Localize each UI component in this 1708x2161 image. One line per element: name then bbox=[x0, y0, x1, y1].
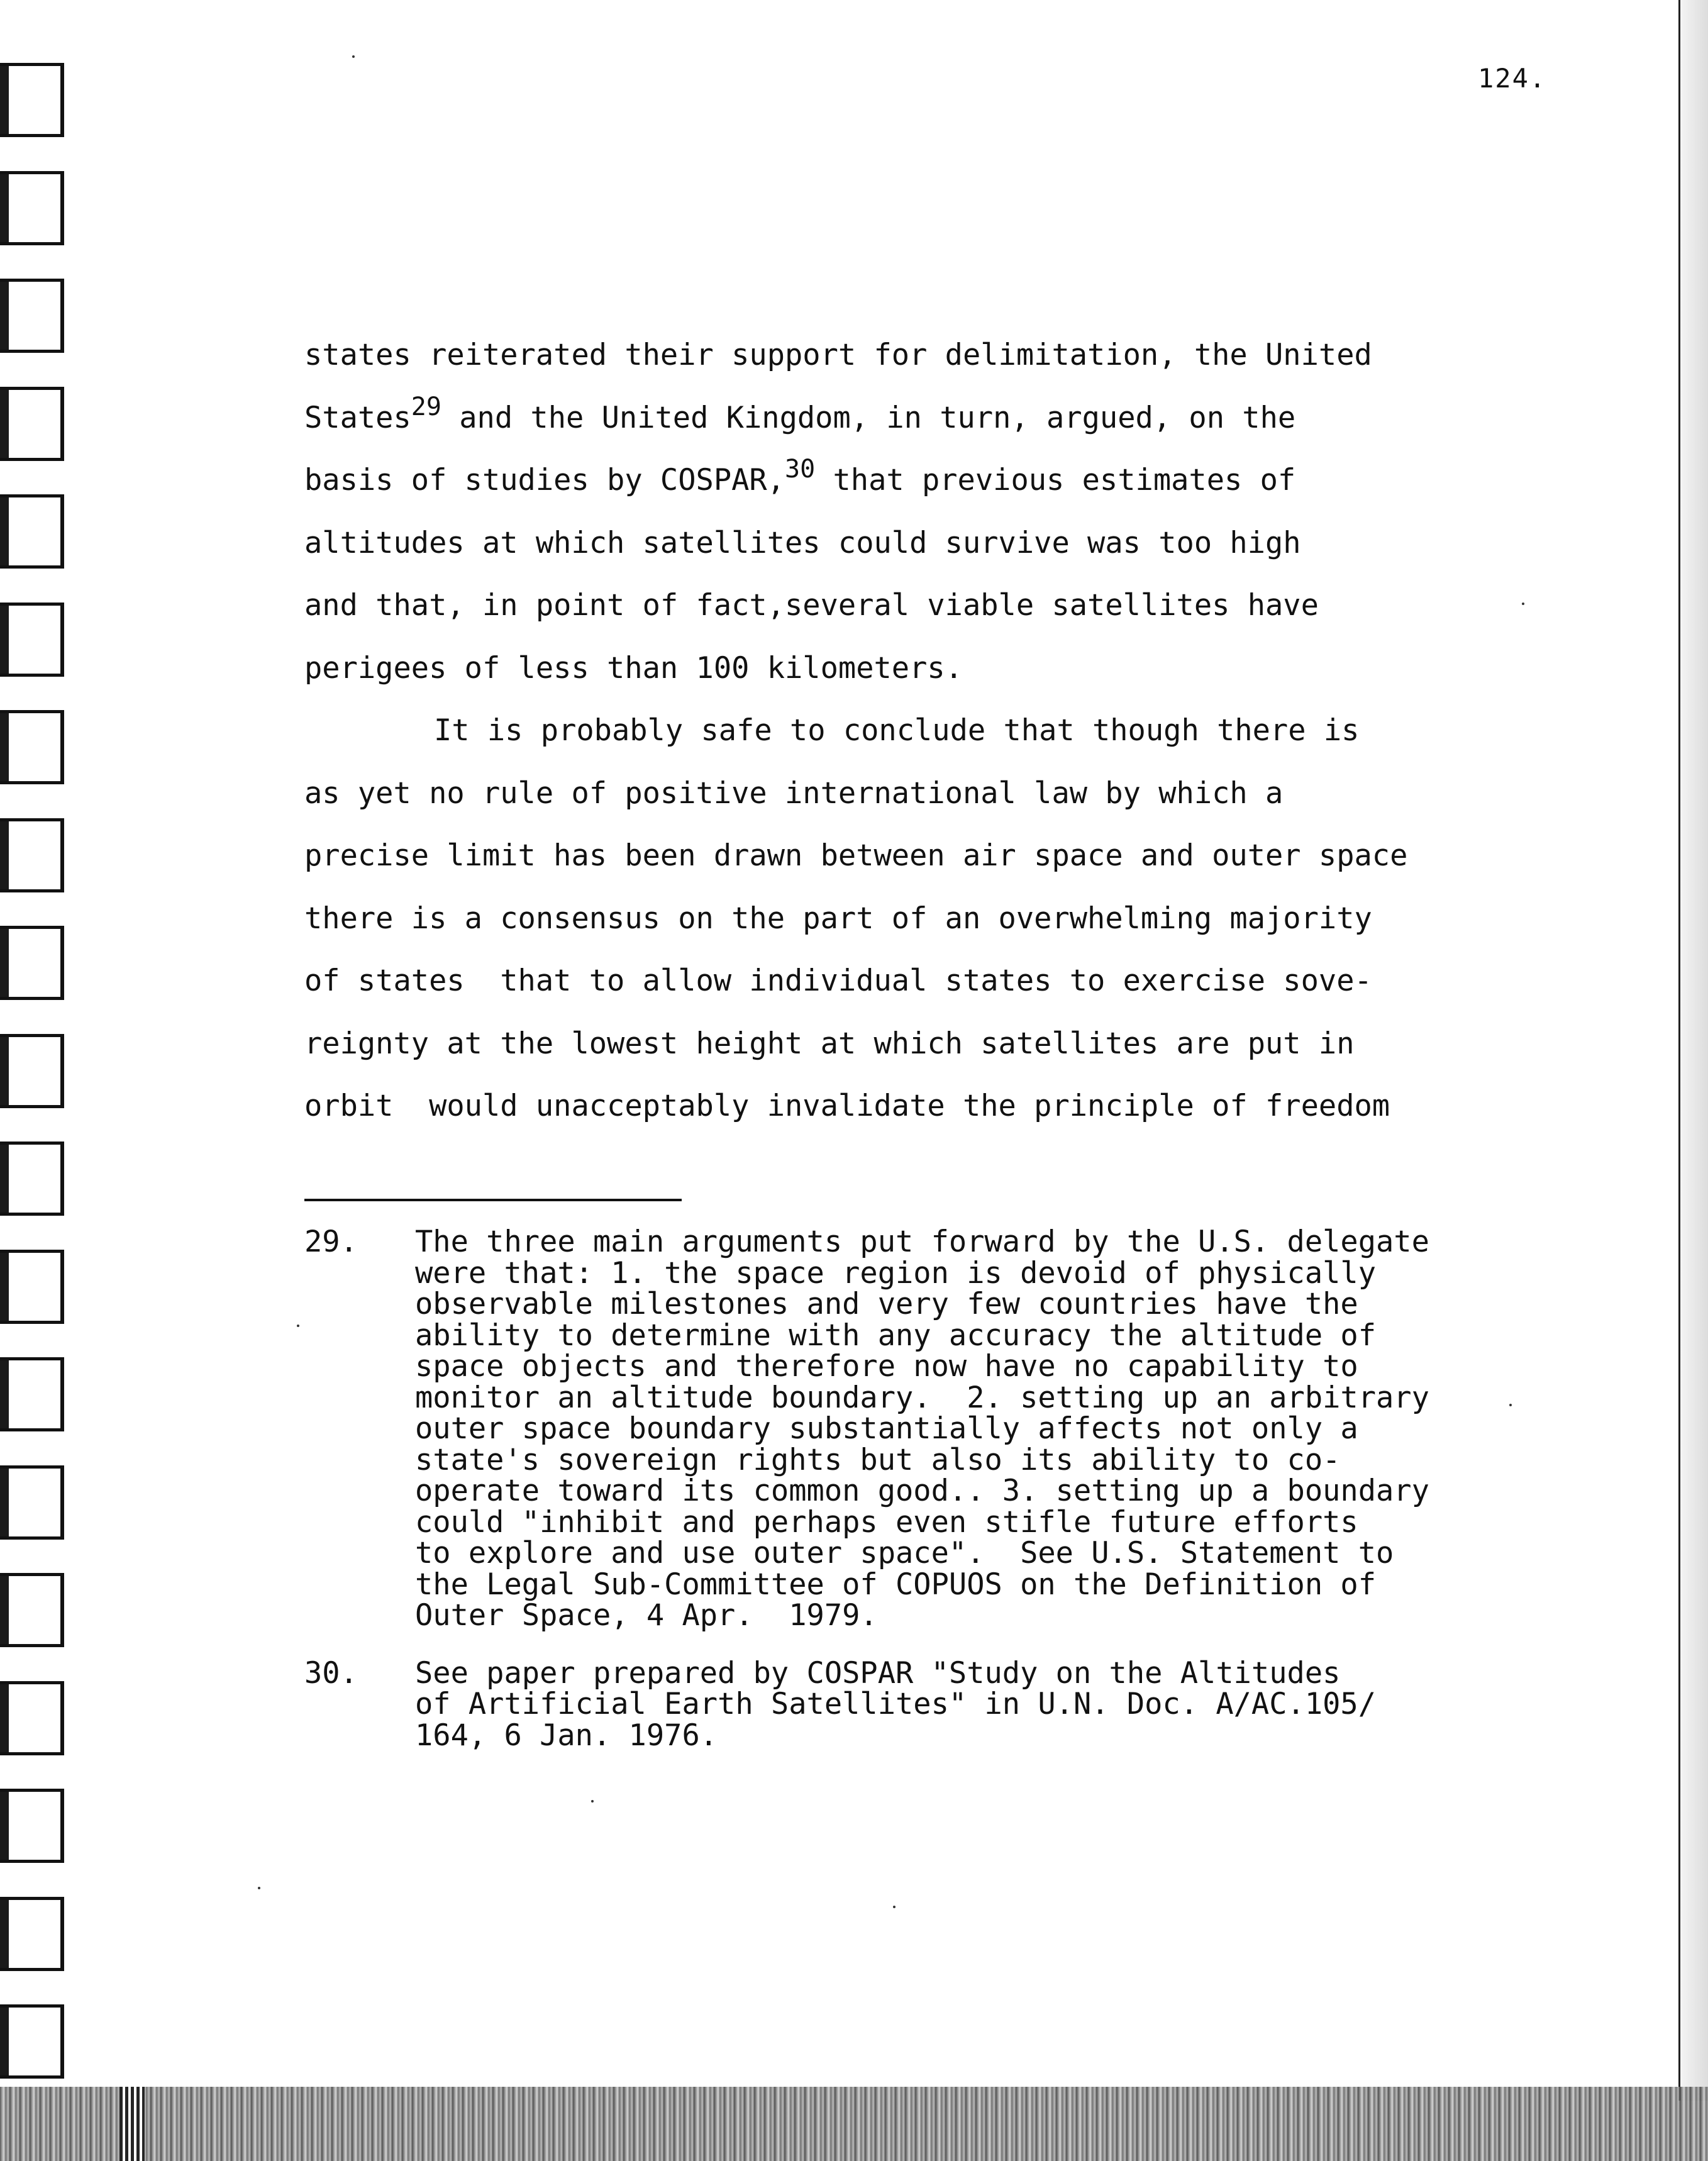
binding-clip-bottom bbox=[0, 2075, 64, 2079]
footnote-number: 30. bbox=[304, 1655, 358, 1691]
binding-clip-edge bbox=[0, 1357, 9, 1431]
binding-clip bbox=[0, 1573, 72, 1647]
footnote-text bbox=[415, 1655, 1531, 1753]
binding-clip-bottom bbox=[0, 242, 64, 245]
binding-clip-top bbox=[0, 1034, 63, 1037]
footnote-30 bbox=[304, 1655, 1531, 1753]
body-line: of states that to allow individual states to exercise sove- bbox=[304, 964, 1372, 998]
body-line: reignty at the lowest height at which satellites are put in bbox=[304, 1026, 1355, 1061]
binding-clip bbox=[0, 1465, 72, 1540]
binding-clip-side bbox=[60, 1573, 64, 1647]
footnote-line: observable milestones and very few countries have the bbox=[415, 1287, 1358, 1321]
binding-clip-side bbox=[60, 1681, 64, 1755]
binding-clip-top bbox=[0, 1897, 63, 1900]
binding-clip-top bbox=[0, 1789, 63, 1792]
binding-clip bbox=[0, 387, 72, 461]
scan-speck bbox=[352, 55, 355, 58]
body-line: perigees of less than 100 kilometers. bbox=[304, 650, 963, 686]
binding-clip-top bbox=[0, 279, 63, 282]
scan-stripe bbox=[119, 2087, 145, 2161]
binding-clip-side bbox=[60, 1357, 64, 1431]
footnote-line: space objects and therefore now have no capability to bbox=[415, 1349, 1358, 1384]
binding-clip-bottom bbox=[0, 1860, 64, 1863]
binding-clip bbox=[0, 1250, 72, 1324]
binding-clip bbox=[0, 603, 72, 677]
binding-clip-side bbox=[60, 387, 64, 461]
binding-clip-edge bbox=[0, 1250, 9, 1324]
footnote-line: of Artificial Earth Satellites" in U.N. Doc. A/AC.105/ bbox=[415, 1687, 1377, 1721]
page-edge-shadow bbox=[1678, 0, 1708, 2101]
scan-speck bbox=[258, 1887, 260, 1889]
binding-clip bbox=[0, 1142, 72, 1216]
body-line: States$^{29}$ and the United Kingdom, in turn, argued, on the bbox=[304, 392, 1296, 435]
binding-comb bbox=[0, 0, 75, 2094]
scan-speck bbox=[893, 1906, 896, 1908]
body-line: It is probably safe to conclude that though there is bbox=[434, 713, 1360, 748]
footnote-line: could "inhibit and perhaps even stifle future efforts bbox=[415, 1504, 1358, 1540]
binding-clip-top bbox=[0, 1681, 63, 1684]
binding-clip-bottom bbox=[0, 1752, 64, 1755]
binding-clip-side bbox=[60, 63, 64, 137]
binding-clip-side bbox=[60, 494, 64, 569]
binding-clip-side bbox=[60, 1465, 64, 1540]
binding-clip-side bbox=[60, 171, 64, 245]
binding-clip-top bbox=[0, 818, 63, 821]
footnote-line: operate toward its common good.. 3. setting up a boundary bbox=[415, 1474, 1429, 1508]
binding-clip-top bbox=[0, 171, 63, 174]
binding-clip-edge bbox=[0, 603, 9, 677]
binding-clip-bottom bbox=[0, 1213, 64, 1216]
binding-clip-side bbox=[60, 1789, 64, 1863]
binding-clip-top bbox=[0, 63, 63, 66]
footnote-29 bbox=[304, 1226, 1531, 1631]
binding-clip bbox=[0, 1357, 72, 1431]
footnote-separator bbox=[304, 1199, 682, 1201]
binding-clip-bottom bbox=[0, 997, 64, 1000]
binding-clip-top bbox=[0, 2004, 63, 2008]
binding-clip bbox=[0, 171, 72, 245]
binding-clip-edge bbox=[0, 1897, 9, 1971]
binding-clip-side bbox=[60, 2004, 64, 2079]
binding-clip bbox=[0, 279, 72, 353]
body-text bbox=[304, 333, 1499, 1147]
footnotes bbox=[304, 1226, 1531, 1777]
binding-clip-bottom bbox=[0, 134, 64, 137]
footnote-line: 164, 6 Jan. 1976. bbox=[415, 1718, 718, 1753]
binding-clip-bottom bbox=[0, 1968, 64, 1971]
binding-clip-edge bbox=[0, 1142, 9, 1216]
binding-clip-top bbox=[0, 494, 63, 497]
footnote-text bbox=[415, 1226, 1531, 1631]
binding-clip-top bbox=[0, 1250, 63, 1253]
binding-clip-top bbox=[0, 603, 63, 606]
binding-clip-bottom bbox=[0, 674, 64, 677]
binding-clip-top bbox=[0, 1465, 63, 1469]
body-line: altitudes at which satellites could survive was too high bbox=[304, 525, 1301, 560]
footnote-line: monitor an altitude boundary. 2. setting up an arbitrary bbox=[415, 1380, 1429, 1415]
binding-clip-side bbox=[60, 710, 64, 784]
binding-clip-edge bbox=[0, 710, 9, 784]
footnote-line: See paper prepared by COSPAR "Study on the Altitudes bbox=[415, 1655, 1341, 1691]
binding-clip bbox=[0, 818, 72, 892]
binding-clip-edge bbox=[0, 1681, 9, 1755]
footnote-line: were that: 1. the space region is devoid of physically bbox=[415, 1255, 1377, 1291]
binding-clip bbox=[0, 2004, 72, 2079]
binding-clip-bottom bbox=[0, 565, 64, 569]
footnote-ref-29[interactable]: 29 bbox=[411, 392, 441, 421]
binding-clip bbox=[0, 710, 72, 784]
binding-clip bbox=[0, 926, 72, 1000]
body-line: states reiterated their support for delimitation, the United bbox=[304, 338, 1372, 372]
binding-clip-top bbox=[0, 1357, 63, 1360]
binding-clip-bottom bbox=[0, 350, 64, 353]
binding-clip-edge bbox=[0, 1789, 9, 1863]
binding-clip bbox=[0, 1897, 72, 1971]
binding-clip-top bbox=[0, 1142, 63, 1145]
binding-clip-edge bbox=[0, 2004, 9, 2079]
page-number: 124. bbox=[1478, 63, 1547, 94]
footnote-line: the Legal Sub-Committee of COPUOS on the Definition of bbox=[415, 1567, 1377, 1602]
binding-clip-edge bbox=[0, 1465, 9, 1540]
binding-clip-bottom bbox=[0, 1321, 64, 1324]
binding-clip-edge bbox=[0, 1573, 9, 1647]
binding-clip-edge bbox=[0, 279, 9, 353]
footnote-line: outer space boundary substantially affects not only a bbox=[415, 1411, 1358, 1446]
binding-clip-top bbox=[0, 1573, 63, 1576]
body-line: as yet no rule of positive international law by which a bbox=[304, 775, 1284, 811]
scan-speck bbox=[1522, 603, 1524, 605]
binding-clip-top bbox=[0, 710, 63, 713]
footnote-line: to explore and use outer space". See U.S. Statement to bbox=[415, 1536, 1394, 1570]
binding-clip-edge bbox=[0, 494, 9, 569]
footnote-ref-30[interactable]: 30 bbox=[785, 455, 816, 484]
footnote-line: state's sovereign rights but also its ability to co- bbox=[415, 1442, 1341, 1477]
binding-clip-side bbox=[60, 926, 64, 1000]
scan-speck bbox=[1509, 1404, 1512, 1406]
binding-clip-side bbox=[60, 818, 64, 892]
binding-clip-edge bbox=[0, 171, 9, 245]
scan-border-bottom bbox=[0, 2087, 1708, 2161]
binding-clip-edge bbox=[0, 1034, 9, 1108]
binding-clip-side bbox=[60, 1897, 64, 1971]
binding-clip-edge bbox=[0, 63, 9, 137]
binding-clip-side bbox=[60, 1034, 64, 1108]
body-line: precise limit has been drawn between air space and outer space bbox=[304, 838, 1408, 873]
binding-clip-bottom bbox=[0, 1644, 64, 1647]
binding-clip-side bbox=[60, 1142, 64, 1216]
binding-clip bbox=[0, 1681, 72, 1755]
footnote-number: 29. bbox=[304, 1225, 358, 1259]
binding-clip-edge bbox=[0, 387, 9, 461]
footnote-line: Outer Space, 4 Apr. 1979. bbox=[415, 1598, 878, 1633]
binding-clip-top bbox=[0, 926, 63, 929]
binding-clip-bottom bbox=[0, 458, 64, 461]
binding-clip-edge bbox=[0, 818, 9, 892]
scan-speck bbox=[591, 1800, 594, 1803]
body-line: orbit would unacceptably invalidate the principle of freedom bbox=[304, 1089, 1390, 1123]
binding-clip bbox=[0, 63, 72, 137]
binding-clip-side bbox=[60, 603, 64, 677]
binding-clip-bottom bbox=[0, 1105, 64, 1108]
binding-clip-bottom bbox=[0, 1428, 64, 1431]
footnote-line: ability to determine with any accuracy the altitude of bbox=[415, 1318, 1377, 1353]
binding-clip-bottom bbox=[0, 1536, 64, 1540]
binding-clip-edge bbox=[0, 926, 9, 1000]
body-line: there is a consensus on the part of an overwhelming majority bbox=[304, 901, 1372, 936]
binding-clip bbox=[0, 1034, 72, 1108]
binding-clip-side bbox=[60, 1250, 64, 1324]
binding-clip-bottom bbox=[0, 889, 64, 892]
binding-clip bbox=[0, 1789, 72, 1863]
binding-clip-top bbox=[0, 387, 63, 390]
scan-speck bbox=[297, 1325, 299, 1327]
footnote-line: The three main arguments put forward by the U.S. delegate bbox=[415, 1225, 1429, 1259]
binding-clip-side bbox=[60, 279, 64, 353]
binding-clip bbox=[0, 494, 72, 569]
body-line: basis of studies by COSPAR,$^{30}$ that previous estimates of bbox=[304, 455, 1296, 497]
binding-clip-bottom bbox=[0, 781, 64, 784]
body-line: and that, in point of fact,several viable satellites have bbox=[304, 588, 1319, 623]
